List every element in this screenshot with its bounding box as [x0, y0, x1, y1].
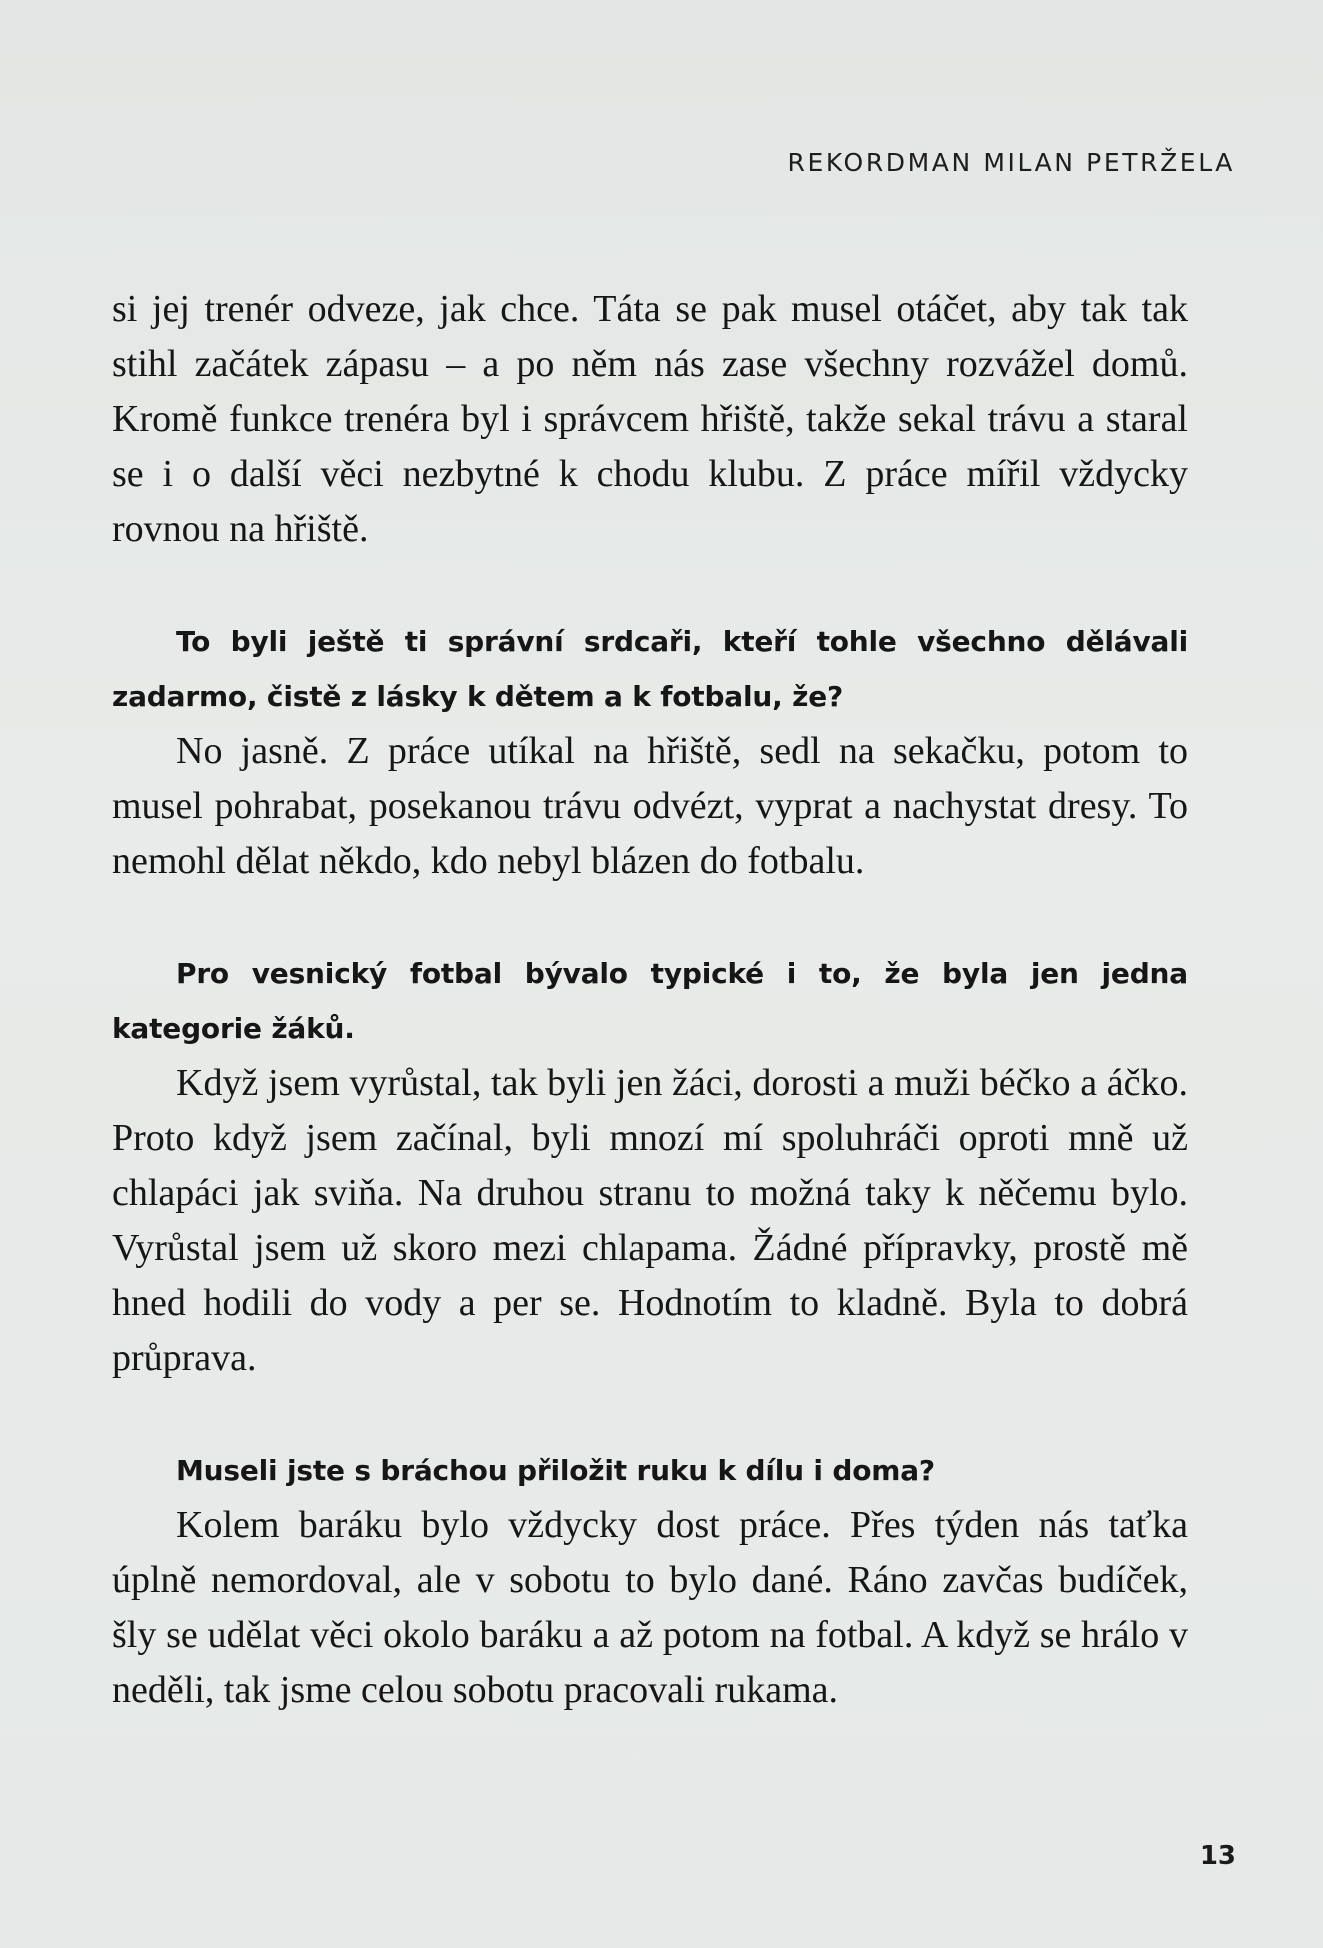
- paragraph-continued: si jej trenér odveze, jak chce. Táta se pak musel otáčet, aby tak tak stihl začátek zápasu – a po něm nás zase všechny rozvážel domů. Kromě funkce trenéra byl i správcem hřiště, takže sekal trávu a staral se i o další věci nezbytné k chodu klubu. Z práce mířil vždycky rovnou na hřiště.: [112, 288, 1188, 550]
- interview-answer-3: Kolem baráku bylo vždycky dost práce. Přes týden nás taťka úplně nemordoval, ale v sobotu to bylo dané. Ráno zavčas budíček, šly se udělat věci okolo baráku a až potom na fotbal. A když se hrálo v neděli, tak jsme celou sobotu pracovali rukama.: [112, 1504, 1188, 1711]
- interview-question-1: To byli ještě ti správní srdcaři, kteří tohle všechno dělávali zadarmo, čistě z lásky k dětem a k fotbalu, že?: [112, 625, 1188, 713]
- interview-question-2: Pro vesnický fotbal bývalo typické i to, že byla jen jedna kategorie žáků.: [112, 957, 1188, 1045]
- page-number: 13: [1199, 1841, 1236, 1871]
- interview-answer-1: No jasně. Z práce utíkal na hřiště, sedl na sekačku, potom to musel pohrabat, posekanou trávu odvézt, vyprat a nachystat dresy. To nemohl dělat někdo, kdo nebyl blázen do fotbalu.: [112, 730, 1188, 882]
- interview-answer-2: Když jsem vyrůstal, tak byli jen žáci, dorosti a muži béčko a áčko. Proto když jsem začínal, byli mnozí mí spoluhráči oproti mně už chlapáci jak sviňa. Na druhou stranu to možná taky k něčemu bylo. Vyrůstal jsem už skoro mezi chlapama. Žádné přípravky, prostě mě hned hodili do vody a per se. Hodnotím to kladně. Byla to dobrá průprava.: [112, 1062, 1188, 1379]
- interview-question-3: Museli jste s bráchou přiložit ruku k dílu i doma?: [176, 1454, 935, 1487]
- page-text: [112, 282, 1188, 1718]
- running-header: REKORDMAN MILAN PETRŽELA: [787, 148, 1235, 177]
